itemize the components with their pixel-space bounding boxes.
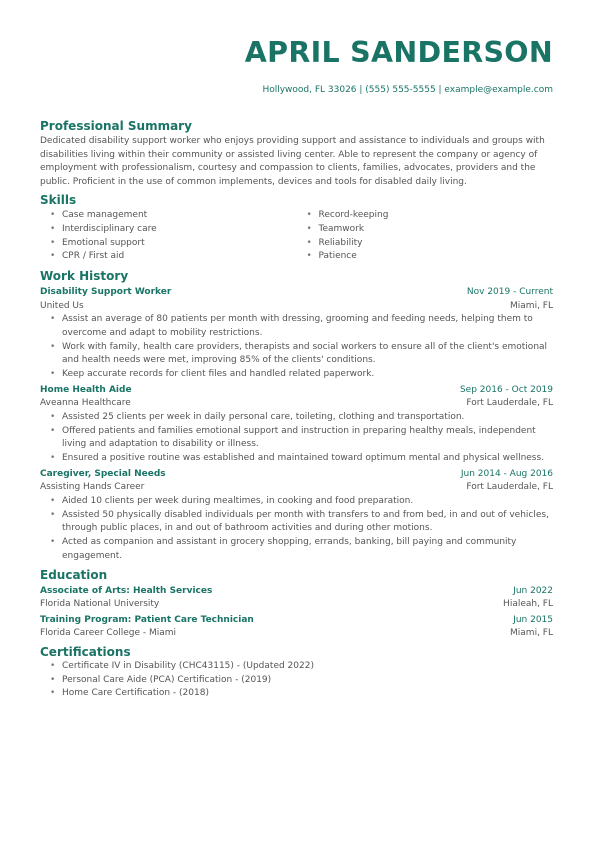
- job-bullet: • Offered patients and families emotional support and instruction in preparing healthy meals, independent living and adaptation to disability or illness.: [40, 425, 553, 452]
- education-entry: [40, 614, 553, 641]
- job-dates: Nov 2019 - Current: [466, 287, 553, 298]
- school-location: Hialeah, FL: [503, 599, 553, 610]
- skills-left-column: [40, 209, 297, 264]
- job-bullet: • Assisted 50 physically disabled individuals per month with transfers to and from bed, in and out of vehicles, through public places, in and out of bathroom activities and during other motions.: [40, 509, 553, 536]
- skill-item: • CPR / First aid: [40, 250, 297, 264]
- degree-name: Associate of Arts: [40, 585, 127, 596]
- skill-item: • Reliability: [297, 237, 554, 251]
- skills-right-column: [297, 209, 554, 264]
- education-date: Jun 2022: [513, 585, 553, 596]
- job-location: Fort Lauderdale, FL: [466, 398, 553, 409]
- job-entry: [40, 286, 553, 382]
- job-title: Caregiver, Special Needs: [40, 468, 166, 479]
- education-heading: Education: [40, 567, 108, 582]
- school-name: Florida Career College - Miami: [40, 628, 177, 639]
- work-history-section: [40, 268, 553, 563]
- skill-item: • Case management: [40, 209, 297, 223]
- job-bullet: • Assist an average of 80 patients per month with dressing, grooming and feeding needs, helping them to overcome and adapt to mobility restrictions.: [40, 313, 553, 340]
- job-title: Disability Support Worker: [40, 287, 172, 298]
- skill-item: • Interdisciplinary care: [40, 223, 297, 237]
- skills-section: [40, 192, 553, 264]
- degree-line: Associate of Arts: Health Services: [40, 585, 213, 596]
- job-bullet: • Keep accurate records for client files and handled related paperwork.: [40, 368, 553, 382]
- certification-item: • Home Care Certification - (2018): [40, 687, 553, 701]
- skill-item: • Emotional support: [40, 237, 297, 251]
- skill-item: • Patience: [297, 250, 554, 264]
- skill-item: • Record-keeping: [297, 209, 554, 223]
- job-employer: United Us: [40, 300, 84, 311]
- summary-heading: Professional Summary: [40, 119, 192, 133]
- school-name: Florida National University: [40, 599, 160, 610]
- contact-line: Hollywood, FL 33026 | (555) 555-5555 | example@example.com: [262, 85, 553, 95]
- job-bullet: • Assisted 25 clients per week in daily personal care, toileting, clothing and transportation.: [40, 411, 553, 425]
- job-bullet: • Acted as companion and assistant in grocery shopping, errands, banking, bill paying and community engagement.: [40, 536, 553, 563]
- work-history-heading: Work History: [40, 269, 129, 284]
- job-employer: Assisting Hands Career: [40, 482, 145, 493]
- resume-content: [40, 118, 553, 701]
- summary-section: [40, 118, 553, 189]
- certification-item: • Certificate IV in Disability (CHC43115) - (Updated 2022): [40, 660, 553, 674]
- degree-line: Training Program: Patient Care Technician: [40, 614, 254, 625]
- job-bullet: • Aided 10 clients per week during mealtimes, in cooking and food preparation.: [40, 495, 553, 509]
- education-date: Jun 2015: [513, 614, 553, 625]
- school-location: Miami, FL: [510, 628, 553, 639]
- job-title: Home Health Aide: [40, 384, 132, 395]
- education-entry: [40, 585, 553, 612]
- degree-name: Training Program: [40, 614, 128, 625]
- education-section: [40, 567, 553, 641]
- job-bullet: • Work with family, health care providers, therapists and social workers to ensure all of the client's emotional and health needs were met, improving 85% of the clients' conditions.: [40, 341, 553, 368]
- certification-item: • Personal Care Aide (PCA) Certification - (2019): [40, 674, 553, 688]
- degree-field: Health Services: [132, 585, 213, 596]
- certifications-heading: Certifications: [40, 644, 131, 659]
- job-dates: Sep 2016 - Oct 2019: [459, 384, 553, 395]
- job-location: Miami, FL: [510, 300, 553, 311]
- certifications-section: [40, 644, 553, 701]
- job-employer: Aveanna Healthcare: [40, 398, 131, 409]
- job-entry: [40, 468, 553, 564]
- skills-columns: [40, 209, 553, 264]
- job-dates: Jun 2014 - Aug 2016: [460, 468, 553, 479]
- degree-field: Patient Care Technician: [134, 614, 254, 625]
- candidate-name: APRIL SANDERSON: [244, 36, 553, 69]
- job-location: Fort Lauderdale, FL: [466, 482, 553, 493]
- skill-item: • Teamwork: [297, 223, 554, 237]
- skills-heading: Skills: [40, 193, 77, 208]
- job-entry: [40, 384, 553, 466]
- job-bullet: • Ensured a positive routine was established and maintained toward optimum mental and physical wellness.: [40, 452, 553, 466]
- summary-text: Dedicated disability support worker who enjoys providing support and assistance to individuals and groups with disabilities living within their community or assisted living center. Able to represent the company or agency of employment with professionalism, courtesy and compassion to clients, families, advocates, providers and the public. Proficient in the use of common implements, devices and tools for disabled daily living.: [40, 136, 545, 187]
